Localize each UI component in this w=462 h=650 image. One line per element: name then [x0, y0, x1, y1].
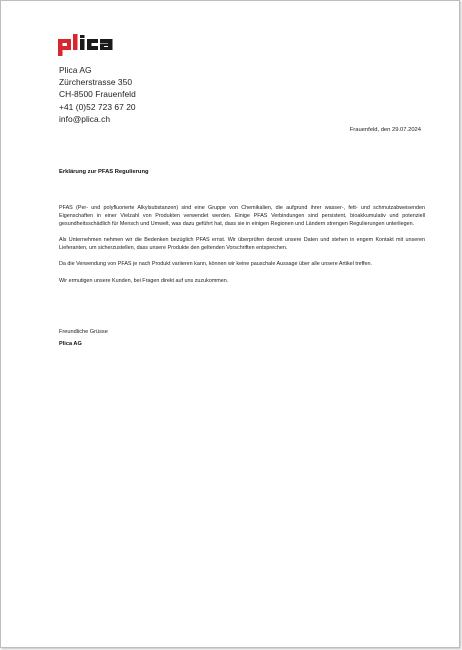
sender-address — [59, 64, 136, 125]
plica-logo — [58, 34, 120, 56]
letter-subject: Erklärung zur PFAS Regulierung — [59, 169, 149, 175]
body-paragraph-2: Als Unternehmen nehmen wir die Bedenken bezüglich PFAS ernst. Wir überprüfen derzeit unsere Daten und stehen in engem Kontakt mit unseren Lieferanten, um sicherzustellen, dass unsere Produkte den geltenden Vorschriften entsprechen. — [59, 237, 425, 252]
sender-city: CH-8500 Frauenfeld — [59, 89, 136, 100]
letter-date: Frauenfeld, den 29.07.2024 — [349, 127, 421, 133]
sender-street: Zürcherstrasse 350 — [59, 77, 133, 88]
closing-signature: Plica AG — [59, 341, 82, 347]
plica-logo-icon — [58, 34, 120, 56]
body-paragraph-1: PFAS (Per- und polyfluorierte Alkylsubstanzen) sind eine Gruppe von Chemikalien, die aufgrund ihrer wasser-, fett- und schmutzabweisenden Eigenschaften in einer Vielzahl von Produkten verwendet werden. Einige PFAS Verbindungen sind persistent, bioakkumulativ und potenziell gesundheitsschädlich für Mensch und Umwelt, was dazu geführt hat, dass sie in einigen Regionen und Ländern strengen Regulierungen unterliegen. — [59, 205, 425, 228]
sender-company: Plica AG — [59, 65, 92, 75]
closing-greeting: Freundliche Grüsse — [59, 329, 108, 335]
sender-email: info@plica.ch — [59, 113, 111, 124]
body-paragraph-3: Da die Verwendung von PFAS je nach Produkt variieren kann, können wir keine pauschale Aussage über alle unsere Artikel treffen. — [59, 261, 373, 268]
letter-closing — [59, 326, 108, 350]
body-paragraph-4: Wir ermutigen unsere Kunden, bei Fragen direkt auf uns zuzukommen. — [59, 277, 229, 284]
letter-body — [59, 204, 425, 293]
sender-phone: +41 (0)52 723 67 20 — [59, 101, 136, 112]
